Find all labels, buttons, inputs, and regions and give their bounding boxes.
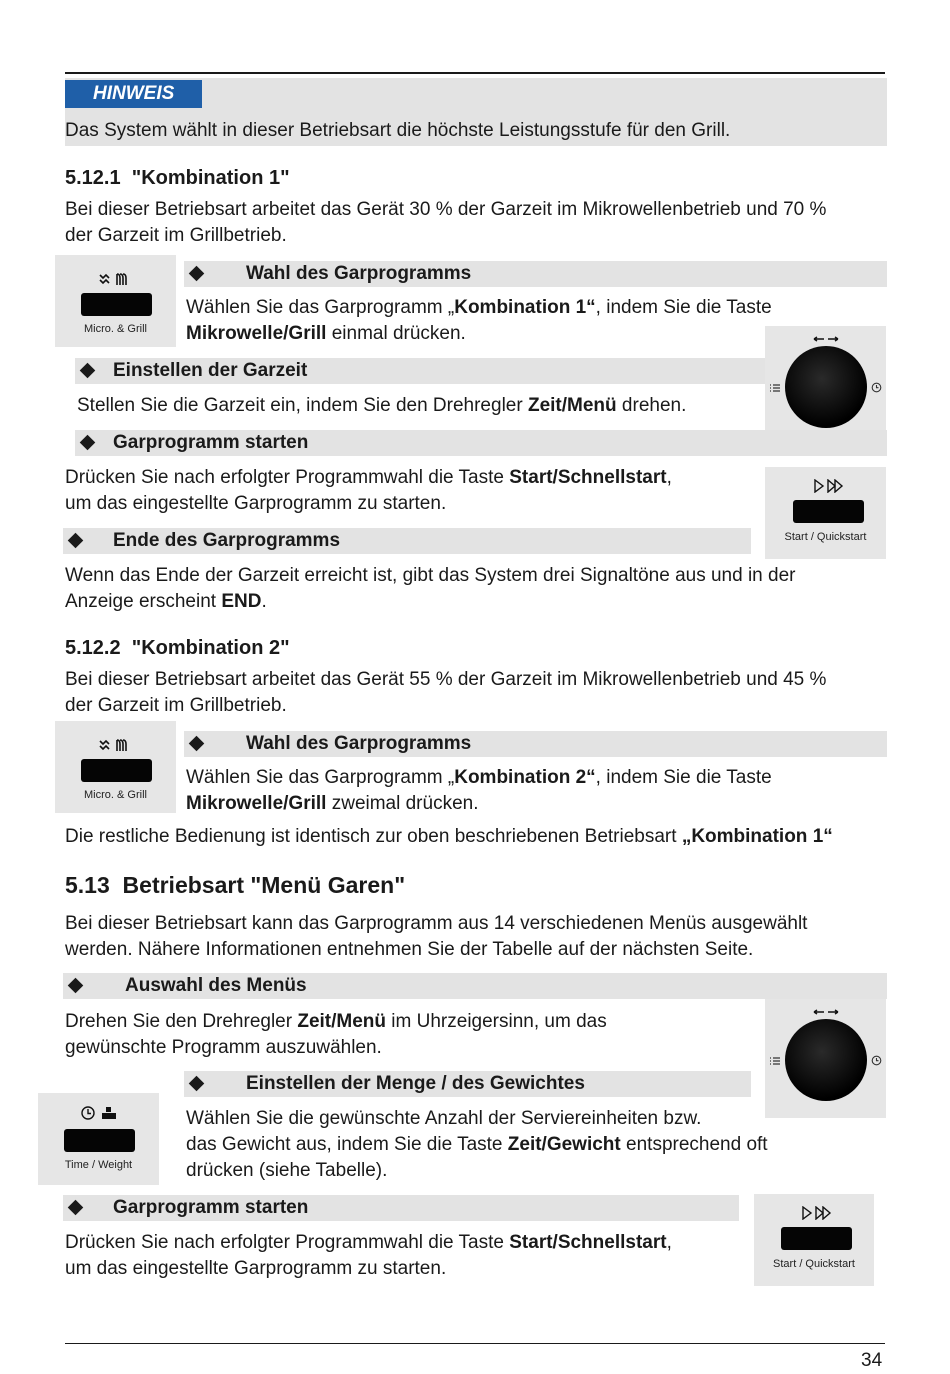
s1-step4-line-1: Wenn das Ende der Garzeit erreicht ist, gibt das System drei Signaltöne aus und in der — [65, 565, 796, 586]
s2-intro-line-2: der Garzeit im Grillbetrieb. — [65, 695, 287, 716]
s3-step2-line-2: das Gewicht aus, indem Sie die Taste Zeit/Gewicht entsprechend oft — [186, 1134, 768, 1155]
note-box — [65, 78, 887, 146]
section-heading-kombination-1: 5.12.1 "Kombination 1" — [65, 167, 290, 189]
step-bar-wahl-2 — [184, 731, 887, 757]
diamond-bullet-icon — [80, 363, 96, 379]
s3-step2-line-3: drücken (siehe Tabelle). — [186, 1160, 388, 1181]
s1-step1-line-2: Mikrowelle/Grill einmal drücken. — [186, 323, 466, 344]
micro-grill-button[interactable] — [81, 759, 152, 782]
clock-icon — [871, 382, 882, 393]
start-quickstart-panel — [765, 467, 886, 559]
step-title: Garprogramm starten — [113, 432, 309, 453]
s1-step4-line-2: Anzeige erscheint END. — [65, 591, 267, 612]
s3-intro-line-1: Bei dieser Betriebsart kann das Garprogramm aus 14 verschiedenen Menüs ausgewählt — [65, 913, 808, 934]
micro-grill-caption: Micro. & Grill — [84, 789, 147, 801]
step-title: Wahl des Garprogramms — [246, 733, 472, 754]
rotate-arrows-icon — [812, 334, 840, 344]
note-text: Das System wählt in dieser Betriebsart die höchste Leistungsstufe für den Grill. — [65, 120, 731, 141]
diamond-bullet-icon — [80, 435, 96, 451]
step-bar-starten-3 — [63, 1195, 739, 1221]
top-rule — [65, 72, 885, 74]
s2-rest-line: Die restliche Bedienung ist identisch zur oben beschriebenen Betriebsart „Kombination 1“ — [65, 826, 833, 847]
start-quickstart-panel — [754, 1194, 874, 1286]
step-title: Wahl des Garprogramms — [246, 263, 472, 284]
s1-step3-line-1: Drücken Sie nach erfolgter Programmwahl die Taste Start/Schnellstart, — [65, 467, 672, 488]
page-number: 34 — [861, 1350, 883, 1371]
s3-step3-line-2: um das eingestellte Garprogramm zu starten. — [65, 1258, 447, 1279]
knob-panel — [765, 999, 886, 1118]
section-heading-menue-garen: 5.13 Betriebsart "Menü Garen" — [65, 872, 406, 898]
diamond-bullet-icon — [68, 978, 84, 994]
s3-intro-line-2: werden. Nähere Informationen entnehmen Sie der Tabelle auf der nächsten Seite. — [65, 939, 754, 960]
microwave-grill-icon — [98, 271, 134, 287]
diamond-bullet-icon — [189, 1076, 205, 1092]
clock-icon — [871, 1055, 882, 1066]
micro-grill-panel — [55, 255, 176, 347]
start-quickstart-caption: Start / Quickstart — [784, 531, 867, 543]
step-title: Einstellen der Garzeit — [113, 360, 308, 381]
s3-step2-line-1: Wählen Sie die gewünschte Anzahl der Serviereinheiten bzw. — [186, 1108, 702, 1129]
note-badge — [65, 80, 202, 108]
time-weight-caption: Time / Weight — [64, 1159, 133, 1171]
s1-intro-line-2: der Garzeit im Grillbetrieb. — [65, 225, 287, 246]
micro-grill-button[interactable] — [81, 293, 152, 316]
time-weight-panel — [38, 1093, 159, 1185]
step-title: Garprogramm starten — [113, 1197, 309, 1218]
micro-grill-panel — [55, 721, 176, 813]
s3-step3-line-1: Drücken Sie nach erfolgter Programmwahl die Taste Start/Schnellstart, — [65, 1232, 672, 1253]
rotary-knob-icon[interactable] — [785, 346, 867, 428]
menu-list-icon — [769, 383, 781, 393]
micro-grill-caption: Micro. & Grill — [84, 323, 147, 335]
step-title: Auswahl des Menüs — [125, 975, 307, 996]
diamond-bullet-icon — [68, 1200, 84, 1216]
step-title: Einstellen der Menge / des Gewichtes — [246, 1073, 585, 1094]
note-badge-label: HINWEIS — [93, 83, 175, 104]
step-bar-ende — [63, 528, 751, 554]
menu-list-icon — [769, 1056, 781, 1066]
s2-intro-line-1: Bei dieser Betriebsart arbeitet das Gerät 55 % der Garzeit im Mikrowellenbetrieb und 45 % — [65, 669, 827, 690]
bottom-rule — [65, 1343, 885, 1344]
step-title: Ende des Garprogramms — [113, 530, 341, 551]
start-quickstart-button[interactable] — [781, 1227, 852, 1250]
step-bar-starten-1 — [75, 430, 887, 456]
section-heading-kombination-2: 5.12.2 "Kombination 2" — [65, 637, 290, 659]
s1-intro-line-1: Bei dieser Betriebsart arbeitet das Gerät 30 % der Garzeit im Mikrowellenbetrieb und 70 % — [65, 199, 827, 220]
s3-step1-line-1: Drehen Sie den Drehregler Zeit/Menü im Uhrzeigersinn, um das — [65, 1011, 607, 1032]
rotary-knob-icon[interactable] — [785, 1019, 867, 1101]
play-fast-forward-icon — [801, 1206, 833, 1220]
step-bar-menge — [184, 1071, 751, 1097]
time-weight-button[interactable] — [64, 1129, 135, 1152]
s1-step2-line-1: Stellen Sie die Garzeit ein, indem Sie den Drehregler Zeit/Menü drehen. — [77, 395, 687, 416]
s3-step1-line-2: gewünschte Programm auszuwählen. — [65, 1037, 382, 1058]
start-quickstart-button[interactable] — [793, 500, 864, 523]
step-bar-auswahl — [63, 973, 887, 999]
s1-step3-line-2: um das eingestellte Garprogramm zu starten. — [65, 493, 447, 514]
s1-step1-line-1: Wählen Sie das Garprogramm „Kombination 1“, indem Sie die Taste — [186, 297, 772, 318]
s2-step1-line-1: Wählen Sie das Garprogramm „Kombination 2“, indem Sie die Taste — [186, 767, 772, 788]
play-fast-forward-icon — [813, 479, 845, 493]
s2-step1-line-2: Mikrowelle/Grill zweimal drücken. — [186, 793, 479, 814]
knob-panel — [765, 326, 886, 445]
rotate-arrows-icon — [812, 1007, 840, 1017]
start-quickstart-caption: Start / Quickstart — [773, 1258, 855, 1270]
diamond-bullet-icon — [189, 736, 205, 752]
clock-weight-icon — [80, 1105, 120, 1121]
step-bar-garzeit — [75, 358, 765, 384]
step-bar-wahl-1 — [184, 261, 887, 287]
microwave-grill-icon — [98, 737, 134, 753]
diamond-bullet-icon — [189, 266, 205, 282]
diamond-bullet-icon — [68, 533, 84, 549]
